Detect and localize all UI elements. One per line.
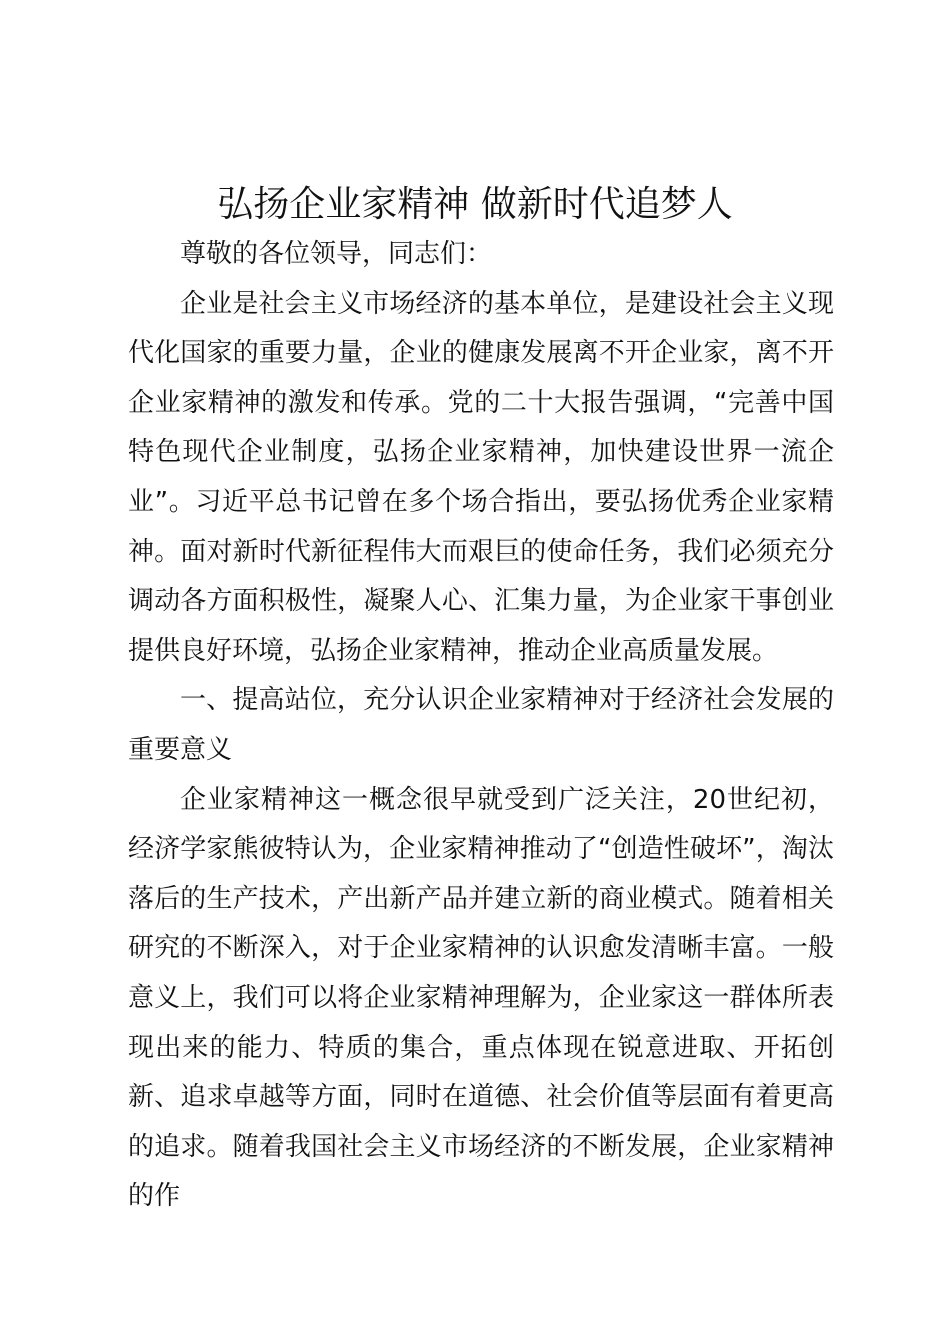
- section-heading: 一、提高站位，充分认识企业家精神对于经济社会发展的重要意义: [128, 685, 834, 765]
- salutation: 尊敬的各位领导，同志们：: [180, 239, 493, 269]
- document-title: 弘扬企业家精神 做新时代追梦人: [217, 184, 733, 225]
- paragraph: 企业家精神这一概念很早就受到广泛关注，20世纪初，经济学家熊彼特认为，企业家精神推动了“创造性破坏”，淘汰落后的生产技术，产出新产品并建立新的商业模式。随着相关研究的不断深入，对于企业家精神的认识愈发清晰丰富。一般意义上，我们可以将企业家精神理解为，企业家这一群体所表现出来的能力、特质的集合，重点体现在锐意进取、开拓创新、追求卓越等方面，同时在道德、社会价值等层面有着更高的追求。随着我国社会主义市场经济的不断发展，企业家精神的作: [128, 784, 834, 1212]
- paragraph: 企业是社会主义市场经济的基本单位，是建设社会主义现代化国家的重要力量，企业的健康发展离不开企业家，离不开企业家精神的激发和传承。党的二十大报告强调，“完善中国特色现代企业制度，弘扬企业家精神，加快建设世界一流企业”。习近平总书记曾在多个场合指出，要弘扬优秀企业家精神。面对新时代新征程伟大而艰巨的使命任务，我们必须充分调动各方面积极性，凝聚人心、汇集力量，为企业家干事创业提供良好环境，弘扬企业家精神，推动企业高质量发展。: [128, 288, 834, 666]
- document-body: [128, 230, 834, 1222]
